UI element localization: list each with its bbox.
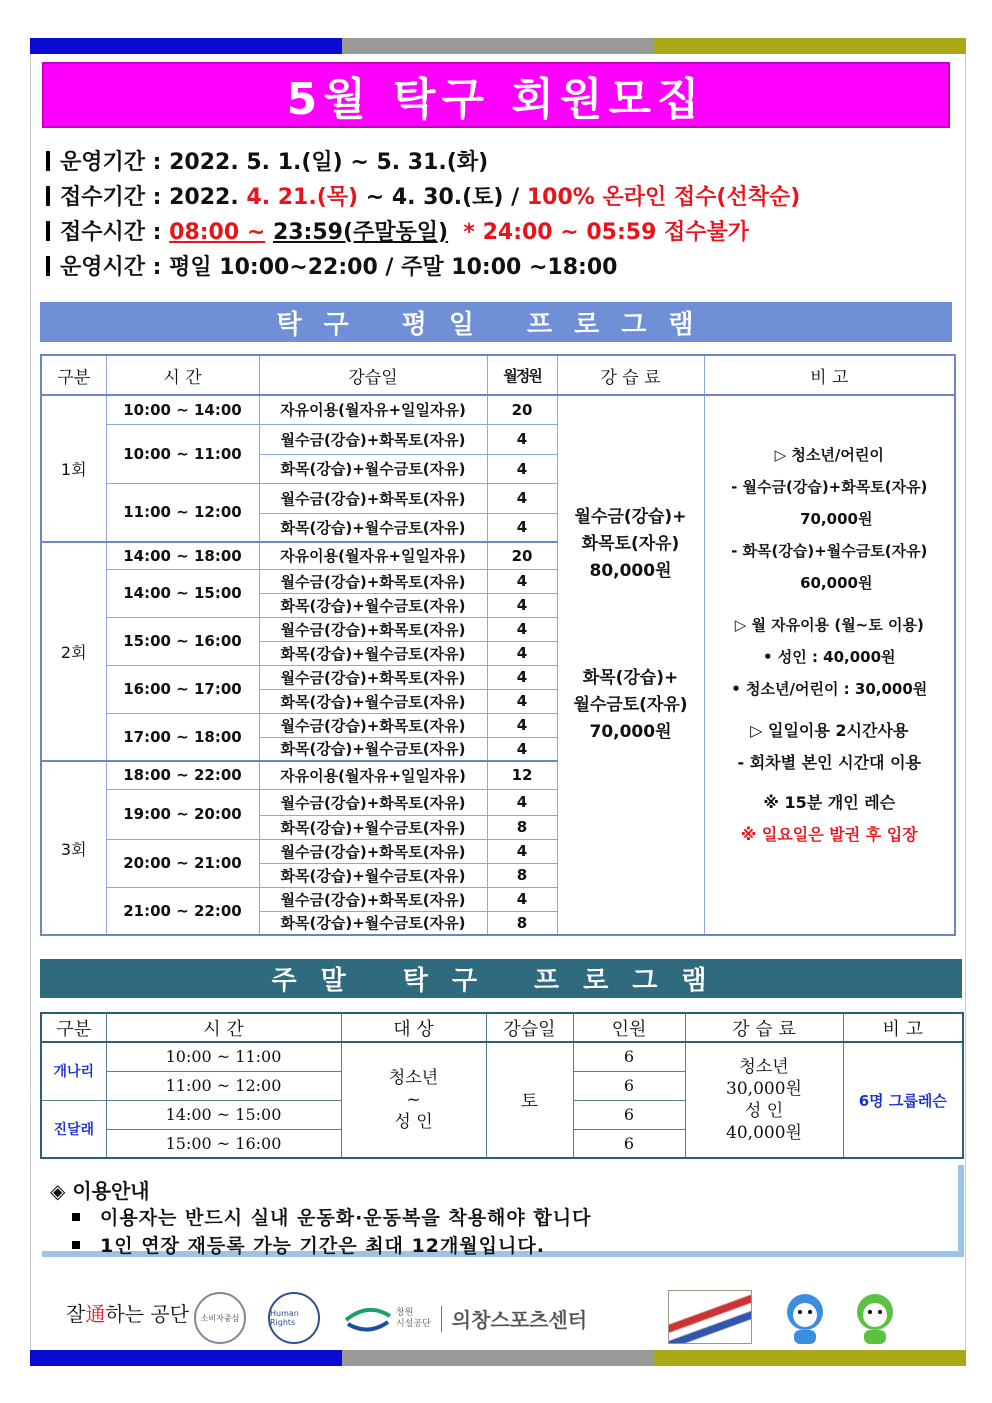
- cap-cell: 4: [487, 737, 557, 761]
- col-fee: 강 습 료: [557, 355, 704, 395]
- top-band-blue: [30, 38, 342, 54]
- cap-cell: 4: [487, 887, 557, 911]
- time-cell: 10:00 ~ 14:00: [106, 395, 259, 424]
- info-period: 운영기간 : 2022. 5. 1.(일) ~ 5. 31.(화): [46, 146, 488, 180]
- mascot-blue: [776, 1288, 834, 1350]
- col-division: 구분: [41, 355, 106, 395]
- col-target: 대 상: [341, 1013, 486, 1042]
- day-cell: 월수금(강습)+화목토(자유): [259, 887, 487, 911]
- cap-cell: 4: [487, 665, 557, 689]
- slogan: 잘通하는 공단: [66, 1302, 189, 1326]
- people-cell: 6: [573, 1129, 685, 1158]
- day-cell: 월수금(강습)+화목토(자유): [259, 569, 487, 593]
- day-cell: 화목(강습)+월수금토(자유): [259, 863, 487, 887]
- day-cell: 화목(강습)+월수금토(자유): [259, 815, 487, 839]
- day-cell: 화목(강습)+월수금토(자유): [259, 641, 487, 665]
- time-cell: 10:00 ~ 11:00: [106, 424, 259, 483]
- day-cell: 월수금(강습)+화목토(자유): [259, 483, 487, 513]
- human-rights-logo: Human Rights: [268, 1292, 320, 1344]
- session-1: 1회: [41, 395, 106, 542]
- day-cell: 화목(강습)+월수금토(자유): [259, 911, 487, 935]
- weekend-note-cell: 6명 그룹레슨: [843, 1042, 963, 1158]
- col-time: 시 간: [106, 1013, 341, 1042]
- col-capacity: 월정원: [487, 355, 557, 395]
- page-title: 5월 탁구 회원모집: [42, 62, 950, 128]
- guide-heading: ◈ 이용안내: [50, 1179, 150, 1203]
- mascot-green: [846, 1288, 904, 1350]
- day-cell: 화목(강습)+월수금토(자유): [259, 593, 487, 617]
- time-cell: 16:00 ~ 17:00: [106, 665, 259, 713]
- day-cell: 월수금(강습)+화목토(자유): [259, 839, 487, 863]
- col-fee: 강 습 료: [685, 1013, 843, 1042]
- cap-cell: 4: [487, 789, 557, 815]
- col-division: 구분: [41, 1013, 106, 1042]
- guide-item: 이용자는 반드시 실내 운동화·운동복을 착용해야 합니다: [72, 1203, 591, 1230]
- col-time: 시 간: [106, 355, 259, 395]
- weekday-heading: 탁구 평일 프로그램: [40, 302, 952, 342]
- time-cell: 10:00 ~ 11:00: [106, 1042, 341, 1071]
- weekend-heading: 주말 탁구 프로그램: [40, 959, 962, 998]
- cap-cell: 4: [487, 617, 557, 641]
- bottom-band-blue: [30, 1350, 342, 1366]
- cap-cell: 4: [487, 839, 557, 863]
- day-cell: 화목(강습)+월수금토(자유): [259, 737, 487, 761]
- facility-corp-logo: 창원 시설공단 의창스포츠센터: [344, 1304, 587, 1333]
- cap-cell: 12: [487, 761, 557, 789]
- cap-cell: 4: [487, 689, 557, 713]
- col-day: 강습일: [486, 1013, 573, 1042]
- guide-item: 1인 연장 재등록 가능 기간은 최대 12개월입니다.: [72, 1231, 545, 1258]
- time-cell: 11:00 ~ 12:00: [106, 1071, 341, 1100]
- cap-cell: 4: [487, 593, 557, 617]
- time-cell: 11:00 ~ 12:00: [106, 483, 259, 542]
- day-cell: 자유이용(월자유+일일자유): [259, 395, 487, 424]
- weekday-table: [40, 354, 956, 936]
- col-people: 인원: [573, 1013, 685, 1042]
- time-cell: 15:00 ~ 16:00: [106, 1129, 341, 1158]
- people-cell: 6: [573, 1042, 685, 1071]
- day-cell: 자유이용(월자유+일일자유): [259, 761, 487, 789]
- time-cell: 18:00 ~ 22:00: [106, 761, 259, 789]
- day-cell: 월수금(강습)+화목토(자유): [259, 789, 487, 815]
- cap-cell: 4: [487, 454, 557, 483]
- cap-cell: 4: [487, 713, 557, 737]
- time-cell: 19:00 ~ 20:00: [106, 789, 259, 839]
- weekend-fee-cell: 청소년 30,000원 성 인 40,000원: [685, 1042, 843, 1158]
- top-band-olive: [654, 38, 966, 54]
- people-cell: 6: [573, 1071, 685, 1100]
- cap-cell: 8: [487, 911, 557, 935]
- time-cell: 15:00 ~ 16:00: [106, 617, 259, 665]
- day-cell: 월수금(강습)+화목토(자유): [259, 617, 487, 641]
- time-cell: 14:00 ~ 15:00: [106, 1100, 341, 1129]
- day-cell: 월수금(강습)+화목토(자유): [259, 665, 487, 689]
- col-note: 비 고: [843, 1013, 963, 1042]
- certification-logo: [668, 1290, 752, 1344]
- cap-cell: 4: [487, 569, 557, 593]
- info-operating-hours: 운영시간 : 평일 10:00~22:00 / 주말 10:00 ~18:00: [46, 251, 617, 285]
- day-cell: 자유이용(월자유+일일자유): [259, 542, 487, 569]
- day-cell: 화목(강습)+월수금토(자유): [259, 689, 487, 713]
- info-registration-hours: 접수시간 : 08:00 ~ 23:59(주말동일) * 24:00 ~ 05:59 접수불가: [46, 216, 749, 250]
- top-band-gray: [342, 38, 654, 54]
- weekend-table: [40, 1012, 964, 1159]
- cap-cell: 8: [487, 815, 557, 839]
- bottom-band-olive: [654, 1350, 966, 1366]
- usage-guide: [42, 1165, 964, 1257]
- session-3: 3회: [41, 761, 106, 935]
- cap-cell: 4: [487, 641, 557, 665]
- time-cell: 17:00 ~ 18:00: [106, 713, 259, 761]
- bottom-band-gray: [342, 1350, 654, 1366]
- consumer-badge-logo: 소비자중심: [194, 1292, 246, 1344]
- cap-cell: 4: [487, 424, 557, 454]
- time-cell: 14:00 ~ 18:00: [106, 542, 259, 569]
- time-cell: 21:00 ~ 22:00: [106, 887, 259, 935]
- col-day: 강습일: [259, 355, 487, 395]
- time-cell: 20:00 ~ 21:00: [106, 839, 259, 887]
- info-registration-period: 접수기간 : 2022. 4. 21.(목) ~ 4. 30.(토) / 100% 온라인 접수(선착순): [46, 181, 800, 215]
- group-jindallae: 진달래: [41, 1100, 106, 1158]
- day-cell: 화목(강습)+월수금토(자유): [259, 513, 487, 542]
- notes-cell: ▷ 청소년/어린이 - 월수금(강습)+화목토(자유) 70,000원 - 화목(강습)+월수금토(자유) 60,000원 ▷ 월 자유이용 (월~토 이용) • 성인 : 40,000원 • 청소년/어린이 : 30,000원 ▷ 일일이용 2시간사용 - 회차별 본인 시간대 이용 ※ 15분 개인 레슨 ※ 일요일은 발권 후 입장: [704, 395, 955, 935]
- target-cell: 청소년 ~ 성 인: [341, 1042, 486, 1158]
- people-cell: 6: [573, 1100, 685, 1129]
- day-cell: 화목(강습)+월수금토(자유): [259, 454, 487, 483]
- session-2: 2회: [41, 542, 106, 761]
- weekend-day-cell: 토: [486, 1042, 573, 1158]
- time-cell: 14:00 ~ 15:00: [106, 569, 259, 617]
- cap-cell: 8: [487, 863, 557, 887]
- cap-cell: 4: [487, 513, 557, 542]
- col-note: 비 고: [704, 355, 955, 395]
- day-cell: 월수금(강습)+화목토(자유): [259, 424, 487, 454]
- fee-cell: 월수금(강습)+ 화목토(자유) 80,000원 화목(강습)+ 월수금토(자유) 70,000원: [557, 395, 704, 935]
- day-cell: 월수금(강습)+화목토(자유): [259, 713, 487, 737]
- cap-cell: 20: [487, 395, 557, 424]
- cap-cell: 20: [487, 542, 557, 569]
- cap-cell: 4: [487, 483, 557, 513]
- group-gaenari: 개나리: [41, 1042, 106, 1100]
